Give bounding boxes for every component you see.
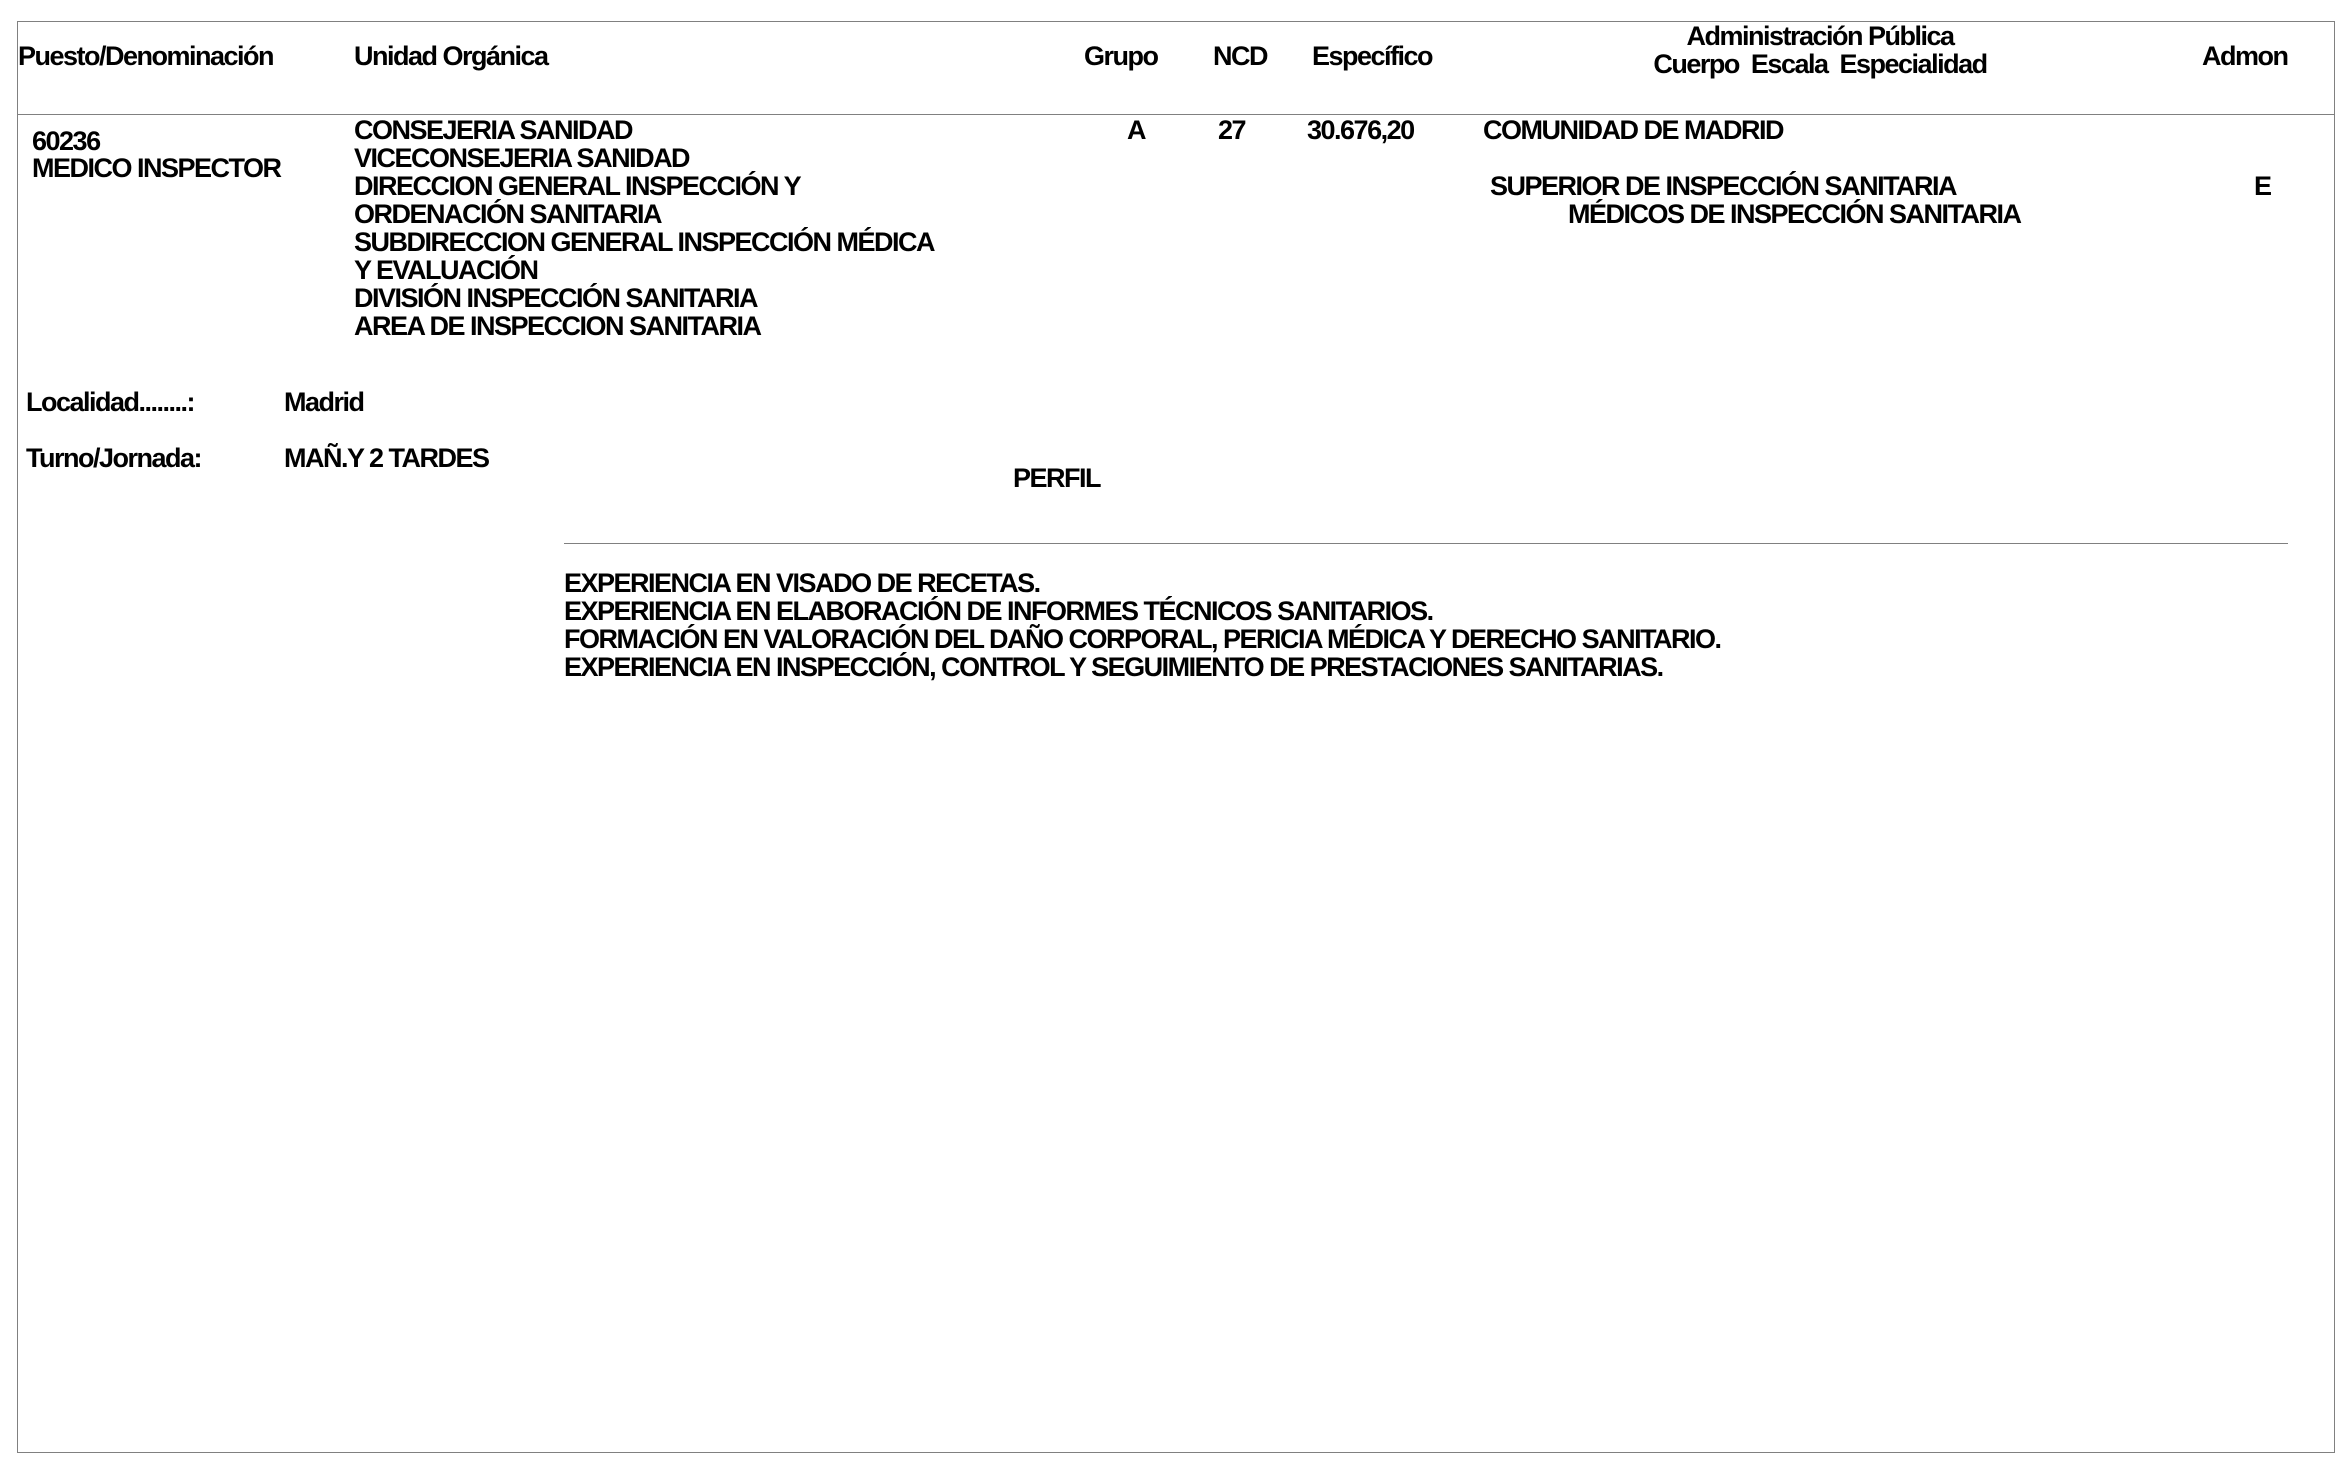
localidad-value: Madrid: [284, 387, 364, 417]
header-cuerpo-escala-especialidad: Cuerpo Escala Especialidad: [1653, 49, 1987, 79]
header-grupo: Grupo: [1084, 41, 1158, 71]
especifico-value: 30.676,20: [1307, 115, 1414, 145]
unidad-organica-line: Y EVALUACIÓN: [354, 255, 538, 285]
unidad-organica-list: [354, 116, 934, 340]
unidad-organica-line: AREA DE INSPECCION SANITARIA: [354, 311, 761, 341]
grupo-value: A: [1127, 115, 1145, 145]
header-admon: Admon: [2202, 41, 2288, 71]
turno-value: MAÑ.Y 2 TARDES: [284, 443, 489, 473]
admon-value: E: [2254, 171, 2271, 201]
puesto-codigo: 60236: [32, 126, 100, 156]
header-ncd: NCD: [1213, 41, 1267, 71]
header-administracion-publica: Administración Pública: [1686, 21, 1954, 51]
escala-value: MÉDICOS DE INSPECCIÓN SANITARIA: [1568, 199, 2021, 229]
cuerpo-value: SUPERIOR DE INSPECCIÓN SANITARIA: [1490, 171, 1957, 201]
unidad-organica-line: VICECONSEJERIA SANIDAD: [354, 143, 690, 173]
administracion-publica-value: COMUNIDAD DE MADRID: [1483, 115, 1783, 145]
unidad-organica-line: ORDENACIÓN SANITARIA: [354, 199, 661, 229]
header-especifico: Específico: [1312, 41, 1433, 71]
unidad-organica-line: SUBDIRECCION GENERAL INSPECCIÓN MÉDICA: [354, 227, 935, 257]
perfil-list: [564, 569, 1721, 681]
perfil-title: PERFIL: [1013, 463, 1101, 493]
header-puesto-denominacion: Puesto/Denominación: [18, 41, 274, 71]
perfil-item: EXPERIENCIA EN ELABORACIÓN DE INFORMES TÉCNICOS SANITARIOS.: [564, 596, 1433, 626]
unidad-organica-line: CONSEJERIA SANIDAD: [354, 115, 633, 145]
puesto-denominacion: MEDICO INSPECTOR: [32, 153, 281, 183]
ncd-value: 27: [1218, 115, 1246, 145]
unidad-organica-line: DIRECCION GENERAL INSPECCIÓN Y: [354, 171, 801, 201]
header-unidad-organica: Unidad Orgánica: [354, 41, 548, 71]
turno-label: Turno/Jornada:: [26, 443, 202, 473]
perfil-item: EXPERIENCIA EN INSPECCIÓN, CONTROL Y SEGUIMIENTO DE PRESTACIONES SANITARIAS.: [564, 652, 1663, 682]
perfil-divider: [564, 543, 2288, 544]
unidad-organica-line: DIVISIÓN INSPECCIÓN SANITARIA: [354, 283, 758, 313]
localidad-label: Localidad........:: [26, 387, 195, 417]
perfil-item: EXPERIENCIA EN VISADO DE RECETAS.: [564, 568, 1040, 598]
perfil-item: FORMACIÓN EN VALORACIÓN DEL DAÑO CORPORAL, PERICIA MÉDICA Y DERECHO SANITARIO.: [564, 624, 1721, 654]
